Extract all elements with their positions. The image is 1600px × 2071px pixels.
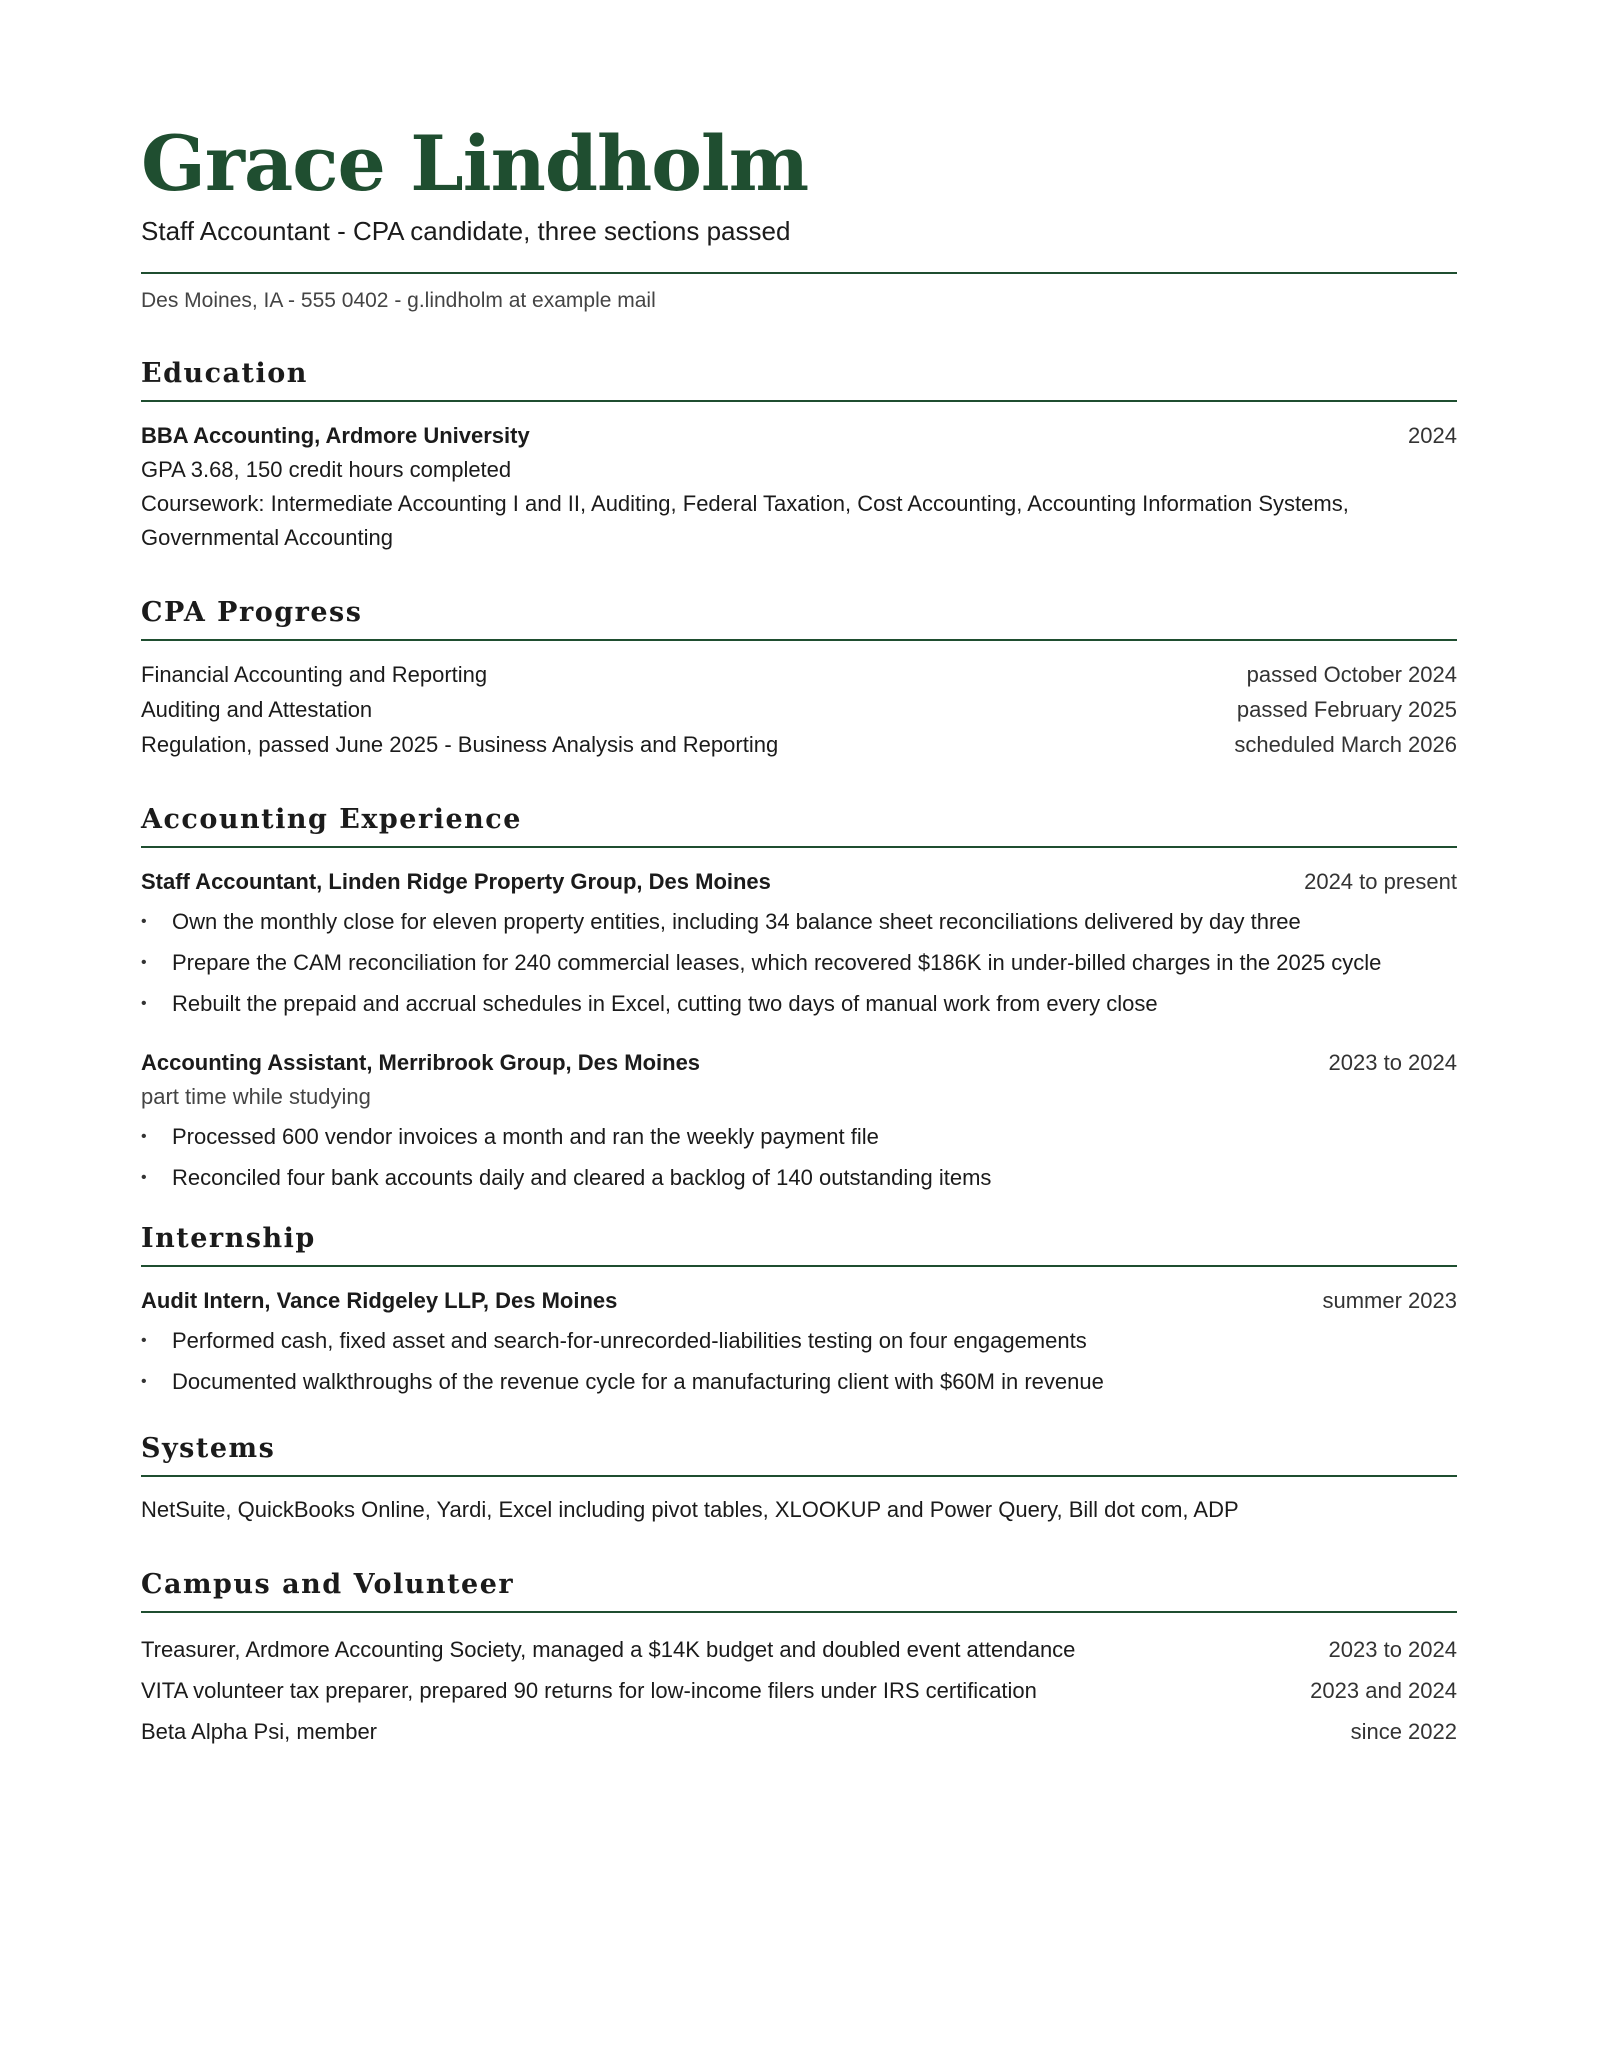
contact-line: Des Moines, IA - 555 0402 - g.lindholm at example mail (141, 289, 656, 312)
cpa-section (141, 595, 1457, 762)
cpa-item-label: Auditing and Attestation (141, 697, 373, 722)
bullet-icon: • (141, 1332, 147, 1349)
internship-header (141, 1283, 1457, 1318)
job-note: part time while studying (141, 1084, 371, 1109)
job-bullets (141, 905, 1457, 1021)
education-degree-row (141, 418, 1457, 453)
resume-page (141, 118, 1457, 1752)
bullet-icon: • (141, 1373, 147, 1390)
cpa-item (141, 657, 1457, 692)
section-title-cpa: CPA Progress (141, 595, 1457, 641)
cpa-item (141, 727, 1457, 762)
bullet-item: • Prepare the CAM reconciliation for 240 commercial leases, which recovered $186K in under-billed charges in the 2025 cycle (141, 946, 1457, 980)
section-title-systems: Systems (141, 1431, 1457, 1477)
bullet-item: • Rebuilt the prepaid and accrual schedules in Excel, cutting two days of manual work from every close (141, 987, 1457, 1021)
bullet-item: • Own the monthly close for eleven property entities, including 34 balance sheet reconciliations delivered by day three (141, 905, 1457, 939)
campus-item-label: Beta Alpha Psi, member (141, 1719, 378, 1744)
education-section (141, 356, 1457, 555)
cpa-item-label: Financial Accounting and Reporting (141, 662, 488, 687)
cpa-item-label: Regulation, passed June 2025 - Business Analysis and Reporting (141, 732, 779, 757)
cpa-item-status: scheduled March 2026 (1234, 732, 1457, 757)
internship-bullets (141, 1324, 1457, 1399)
campus-item-dates: since 2022 (1350, 1719, 1457, 1744)
degree: BBA Accounting, Ardmore University (141, 423, 530, 448)
coursework: Coursework: Intermediate Accounting I and II, Auditing, Federal Taxation, Cost Accounting, Accounting Information Systems, Governmental Accounting (141, 491, 1349, 550)
job-dates: 2024 to present (1304, 869, 1457, 894)
cpa-item-status: passed October 2024 (1246, 662, 1457, 687)
job-header (141, 1045, 1457, 1080)
job-header (141, 864, 1457, 899)
cpa-item-status: passed February 2025 (1236, 697, 1457, 722)
bullet-item: • Performed cash, fixed asset and search-for-unrecorded-liabilities testing on four engagements (141, 1324, 1457, 1358)
bullet-icon: • (141, 913, 147, 930)
job-dates: 2023 to 2024 (1328, 1050, 1457, 1075)
bullet-icon: • (141, 1128, 147, 1145)
bullet-item: • Documented walkthroughs of the revenue cycle for a manufacturing client with $60M in revenue (141, 1365, 1457, 1399)
campus-item-label: Treasurer, Ardmore Accounting Society, managed a $14K budget and doubled event attendance (141, 1637, 1076, 1662)
systems-list: NetSuite, QuickBooks Online, Yardi, Excel including pivot tables, XLOOKUP and Power Query, Bill dot com, ADP (141, 1497, 1239, 1522)
bullet-icon: • (141, 1169, 147, 1186)
internship-dates: summer 2023 (1322, 1288, 1457, 1313)
campus-item-label: VITA volunteer tax preparer, prepared 90 returns for low-income filers under IRS certification (141, 1678, 1037, 1703)
section-title-education: Education (141, 356, 1457, 402)
section-title-internship: Internship (141, 1221, 1457, 1267)
campus-item (141, 1670, 1457, 1711)
experience-section (141, 802, 1457, 1195)
job-role: Accounting Assistant, Merribrook Group, Des Moines (141, 1050, 701, 1075)
bullet-item: • Processed 600 vendor invoices a month and ran the weekly payment file (141, 1120, 1457, 1154)
gpa: GPA 3.68, 150 credit hours completed (141, 457, 512, 482)
job-entry (141, 864, 1457, 1021)
job-role: Staff Accountant, Linden Ridge Property Group, Des Moines (141, 869, 771, 894)
campus-item (141, 1711, 1457, 1752)
degree-year: 2024 (1408, 423, 1457, 448)
campus-item-dates: 2023 to 2024 (1328, 1637, 1457, 1662)
header-divider (141, 272, 1457, 274)
bullet-item: • Reconciled four bank accounts daily and cleared a backlog of 140 outstanding items (141, 1161, 1457, 1195)
cpa-item (141, 692, 1457, 727)
bullet-icon: • (141, 995, 147, 1012)
section-title-campus: Campus and Volunteer (141, 1567, 1457, 1613)
job-entry (141, 1045, 1457, 1195)
candidate-name: Grace Lindholm (141, 119, 809, 208)
campus-item-dates: 2023 and 2024 (1310, 1678, 1457, 1703)
bullet-icon: • (141, 954, 147, 971)
internship-section (141, 1221, 1457, 1399)
campus-item (141, 1629, 1457, 1670)
tagline: Staff Accountant - CPA candidate, three sections passed (141, 216, 791, 246)
campus-section (141, 1567, 1457, 1752)
section-title-experience: Accounting Experience (141, 802, 1457, 848)
internship-role: Audit Intern, Vance Ridgeley LLP, Des Moines (141, 1288, 618, 1313)
job-bullets (141, 1120, 1457, 1195)
systems-section (141, 1431, 1457, 1527)
